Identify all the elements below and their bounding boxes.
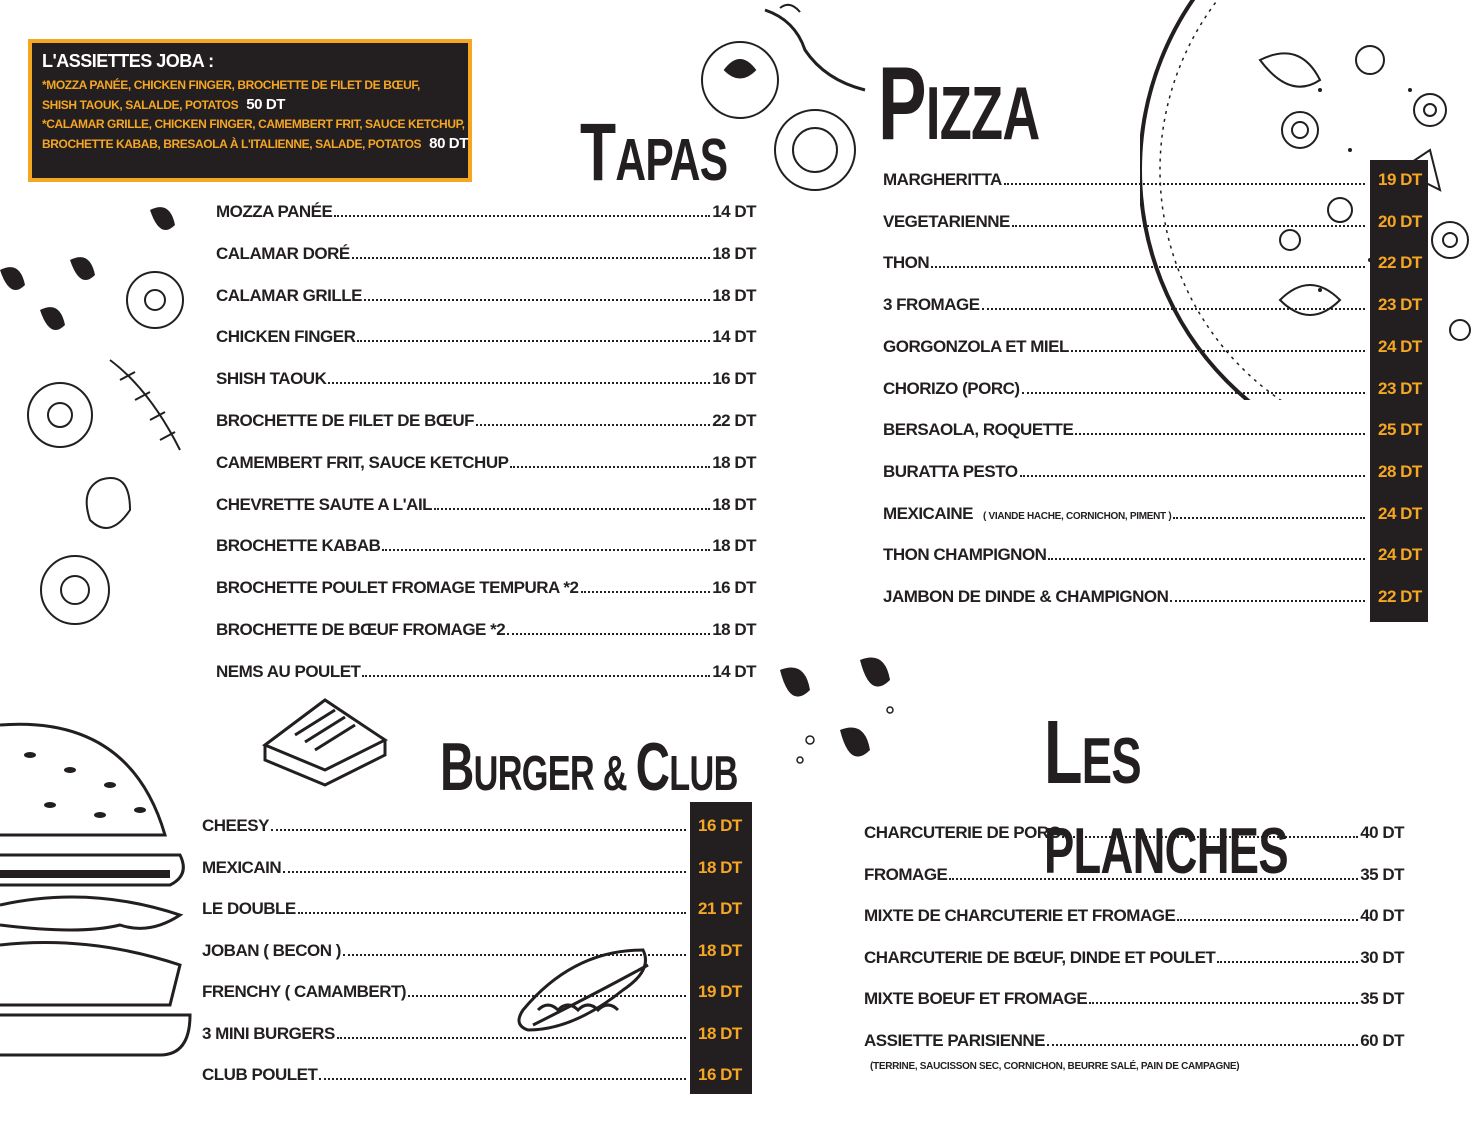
dot-leader — [434, 508, 710, 510]
pizza-item — [883, 337, 1367, 357]
pizza-item — [883, 587, 1367, 607]
dot-leader — [982, 308, 1365, 310]
tapas-item-name: CAMEMBERT FRIT, SAUCE KETCHUP — [216, 452, 509, 472]
pizza-item — [883, 420, 1367, 440]
dot-leader — [1020, 475, 1365, 477]
pizza-item-price: 22 DT — [1378, 587, 1422, 606]
planches-item — [864, 823, 1404, 843]
pizza-item-price: 25 DT — [1378, 420, 1422, 440]
joba-line-text: *MOZZA PANÉE, CHICKEN FINGER, BROCHETTE DE FILET DE BŒUF, — [42, 78, 420, 92]
burger-item-name: CLUB POULET — [202, 1065, 318, 1084]
joba-line — [42, 95, 458, 115]
pizza-item-price: 28 DT — [1378, 461, 1422, 481]
pizza-item — [883, 212, 1367, 232]
joba-line-text: *CALAMAR GRILLE, CHICKEN FINGER, CAMEMBERT FRIT, SAUCE KETCHUP, — [42, 117, 465, 131]
tapas-item-price: 14 DT — [712, 327, 756, 347]
pizza-item-price: 22 DT — [1378, 253, 1422, 273]
dot-leader — [343, 954, 686, 956]
burger-heading-rest: URGER — [473, 747, 594, 801]
joba-platter-box — [28, 39, 472, 182]
tapas-item-price: 18 DT — [712, 620, 756, 639]
dot-leader — [382, 549, 710, 551]
pizza-item-name: THON — [883, 253, 930, 273]
planches-heading-rest: ES PLANCHES — [1044, 724, 1288, 887]
planches-item-name: FROMAGE — [864, 864, 948, 884]
dot-leader — [364, 299, 710, 301]
pizza-item-name: GORGONZOLA ET MIEL — [883, 336, 1069, 356]
pizza-item — [883, 545, 1367, 565]
pizza-item-price: 24 DT — [1378, 545, 1422, 565]
burger-item-name: MEXICAIN — [202, 857, 282, 877]
pizza-item-price: 19 DT — [1378, 170, 1422, 189]
pizza-item-note: ( VIANDE HACHE, CORNICHON, PIMENT ) — [982, 510, 1172, 522]
tapas-item-name: CALAMAR GRILLE — [216, 285, 362, 305]
dot-leader — [408, 995, 686, 997]
pizza-item-name: 3 FROMAGE — [883, 295, 980, 315]
pizza-heading — [878, 46, 1040, 162]
tapas-item — [216, 453, 756, 473]
dot-leader — [1071, 350, 1365, 352]
dot-leader — [931, 266, 1365, 268]
tapas-item-price: 18 DT — [712, 452, 756, 472]
burger-heading-initial: B — [440, 729, 474, 805]
pizza-item — [883, 170, 1367, 190]
burger-item — [202, 899, 688, 919]
joba-title: L'ASSIETTES JOBA : — [42, 51, 214, 71]
burger-item-price: 18 DT — [698, 1023, 742, 1043]
dot-leader — [283, 871, 686, 873]
dot-leader — [507, 633, 710, 635]
dot-leader — [1062, 836, 1358, 838]
burger-item — [202, 1065, 688, 1085]
pizza-item-price: 24 DT — [1378, 336, 1422, 356]
joba-line — [42, 76, 458, 95]
planches-item — [864, 865, 1404, 885]
pizza-item-name: JAMBON DE DINDE & CHAMPIGNON — [883, 587, 1169, 606]
pizza-item-name: THON CHAMPIGNON — [883, 545, 1047, 565]
burger-illustration — [0, 715, 195, 1060]
burger-item — [202, 1024, 688, 1044]
club-heading-rest: LUB — [669, 747, 738, 801]
tapas-item-price: 18 DT — [712, 243, 756, 263]
pizza-item — [883, 295, 1367, 315]
pizza-item-name: BERSAOLA, ROQUETTE — [883, 420, 1074, 440]
dot-leader — [337, 1037, 686, 1039]
chili-pepper-illustration — [770, 640, 910, 780]
tapas-item — [216, 202, 756, 222]
planches-item — [864, 1031, 1404, 1051]
planches-item-name: CHARCUTERIE DE PORC — [864, 823, 1061, 842]
burger-item-name: CHEESY — [202, 816, 269, 835]
dot-leader — [510, 466, 710, 468]
sandwich-illustration — [255, 690, 395, 790]
tapas-item — [216, 327, 756, 347]
joba-line-text: BROCHETTE KABAB, BRESAOLA À L'ITALIENNE, SALADE, POTATOS — [42, 137, 422, 151]
dot-leader — [949, 878, 1358, 880]
burger-item-price: 16 DT — [698, 1065, 742, 1084]
pizza-item — [883, 504, 1367, 524]
tapas-item — [216, 244, 756, 264]
planches-item — [864, 948, 1404, 968]
pizza-item-name: CHORIZO (PORC) — [883, 378, 1020, 398]
pizza-item-name: MARGHERITTA — [883, 170, 1002, 189]
pizza-item — [883, 379, 1367, 399]
dot-leader — [271, 829, 686, 831]
planches-item-price: 60 DT — [1360, 1031, 1404, 1050]
tapas-item-name: NEMS AU POULET — [216, 661, 361, 681]
dot-leader — [1217, 961, 1358, 963]
planches-item-price: 30 DT — [1360, 947, 1404, 967]
tapas-item-name: CHEVRETTE SAUTE A L'AIL — [216, 494, 433, 514]
tapas-item-name: MOZZA PANÉE — [216, 202, 333, 221]
tapas-item-name: BROCHETTE DE BŒUF FROMAGE *2 — [216, 620, 506, 639]
planches-item-name: CHARCUTERIE DE BŒUF, DINDE ET POULET — [864, 947, 1216, 967]
dot-leader — [298, 912, 686, 914]
joba-line-text: SHISH TAOUK, SALALDE, POTATOS — [42, 98, 239, 112]
planches-item — [864, 989, 1404, 1009]
burger-item — [202, 816, 688, 836]
burger-item-price: 16 DT — [698, 816, 742, 835]
tapas-item-price: 16 DT — [712, 369, 756, 389]
tapas-item-price: 22 DT — [712, 411, 756, 430]
tapas-item-price: 18 DT — [712, 494, 756, 514]
herb-leaf-illustration — [0, 180, 200, 640]
pizza-item — [883, 462, 1367, 482]
planches-item — [864, 906, 1404, 926]
tapas-item-name: CALAMAR DORÉ — [216, 243, 350, 263]
burger-item — [202, 982, 688, 1002]
tapas-item — [216, 286, 756, 306]
dot-leader — [357, 340, 710, 342]
tapas-item-price: 16 DT — [712, 578, 756, 598]
burger-item — [202, 941, 688, 961]
pizza-item-name: MEXICAINE — [883, 503, 973, 523]
pizza-item-price: 24 DT — [1378, 503, 1422, 523]
burger-item-name: FRENCHY ( CAMAMBERT) — [202, 982, 407, 1001]
pizza-item-name: BURATTA PESTO — [883, 461, 1018, 481]
dot-leader — [1012, 225, 1365, 227]
dot-leader — [1047, 1044, 1358, 1046]
pizza-item-price: 23 DT — [1378, 378, 1422, 398]
tapas-item-price: 14 DT — [712, 661, 756, 681]
tapas-item-name: CHICKEN FINGER — [216, 327, 356, 347]
planches-heading-initial: L — [1044, 703, 1082, 803]
tapas-item — [216, 411, 756, 431]
tapas-item-price: 18 DT — [712, 536, 756, 556]
pizza-heading-initial: P — [878, 46, 926, 162]
burger-item-price: 21 DT — [698, 899, 742, 918]
planches-item-price: 40 DT — [1360, 823, 1404, 842]
burger-item-name: JOBAN ( BECON ) — [202, 940, 341, 960]
dot-leader — [1173, 517, 1365, 519]
joba-price: 80 DT — [429, 135, 468, 152]
tapas-item — [216, 620, 756, 640]
planches-item-price: 40 DT — [1360, 906, 1404, 926]
dot-leader — [328, 382, 710, 384]
dot-leader — [581, 591, 711, 593]
dot-leader — [1075, 433, 1365, 435]
pizza-item-name: VEGETARIENNE — [883, 211, 1010, 231]
tapas-item — [216, 662, 756, 682]
tapas-item-name: SHISH TAOUK — [216, 369, 327, 389]
tapas-item-name: BROCHETTE POULET FROMAGE TEMPURA *2 — [216, 578, 579, 598]
tapas-item-name: BROCHETTE KABAB — [216, 536, 381, 556]
burger-heading-amp: & — [593, 747, 636, 801]
dot-leader — [1022, 392, 1365, 394]
dot-leader — [476, 424, 710, 426]
dot-leader — [1048, 558, 1365, 560]
tapas-item-price: 14 DT — [712, 202, 756, 221]
tapas-item-name: BROCHETTE DE FILET DE BŒUF — [216, 411, 475, 430]
dot-leader — [362, 675, 710, 677]
dot-leader — [334, 215, 710, 217]
pizza-heading-rest: IZZA — [925, 71, 1040, 155]
tapas-heading-rest: APAS — [615, 127, 728, 193]
planches-item-price: 35 DT — [1360, 989, 1404, 1009]
burger-item-name: LE DOUBLE — [202, 899, 296, 918]
planches-item-name: MIXTE DE CHARCUTERIE ET FROMAGE — [864, 906, 1176, 926]
burger-item-price: 18 DT — [698, 857, 742, 877]
burger-club-heading — [440, 729, 738, 805]
planches-item-name: ASSIETTE PARISIENNE — [864, 1031, 1045, 1050]
dot-leader — [352, 257, 710, 259]
planches-item-name: MIXTE BOEUF ET FROMAGE — [864, 989, 1088, 1009]
tapas-item — [216, 536, 756, 556]
burger-item-price: 18 DT — [698, 940, 742, 960]
planches-item-price: 35 DT — [1360, 864, 1404, 884]
pizza-item-price: 20 DT — [1378, 211, 1422, 231]
joba-line — [42, 134, 468, 154]
planches-heading — [1044, 703, 1346, 888]
club-heading-initial: C — [635, 729, 670, 805]
tapas-heading-initial: T — [580, 107, 616, 198]
planches-parisienne-note: (TERRINE, SAUCISSON SEC, CORNICHON, BEURRE SALÉ, PAIN DE CAMPAGNE) — [870, 1061, 1240, 1072]
joba-line — [42, 115, 465, 134]
pizza-item-price: 23 DT — [1378, 295, 1422, 315]
tapas-item — [216, 578, 756, 598]
tapas-item — [216, 495, 756, 515]
tapas-heading — [580, 107, 728, 198]
tapas-item — [216, 369, 756, 389]
dot-leader — [1177, 919, 1358, 921]
dot-leader — [1004, 183, 1365, 185]
burger-item — [202, 858, 688, 878]
joba-price: 50 DT — [246, 96, 286, 113]
burger-item-name: 3 MINI BURGERS — [202, 1023, 335, 1043]
dot-leader — [319, 1078, 686, 1080]
dot-leader — [1170, 600, 1365, 602]
pizza-item — [883, 253, 1367, 273]
burger-item-price: 19 DT — [698, 982, 742, 1001]
tapas-item-price: 18 DT — [712, 285, 756, 305]
dot-leader — [1089, 1002, 1358, 1004]
